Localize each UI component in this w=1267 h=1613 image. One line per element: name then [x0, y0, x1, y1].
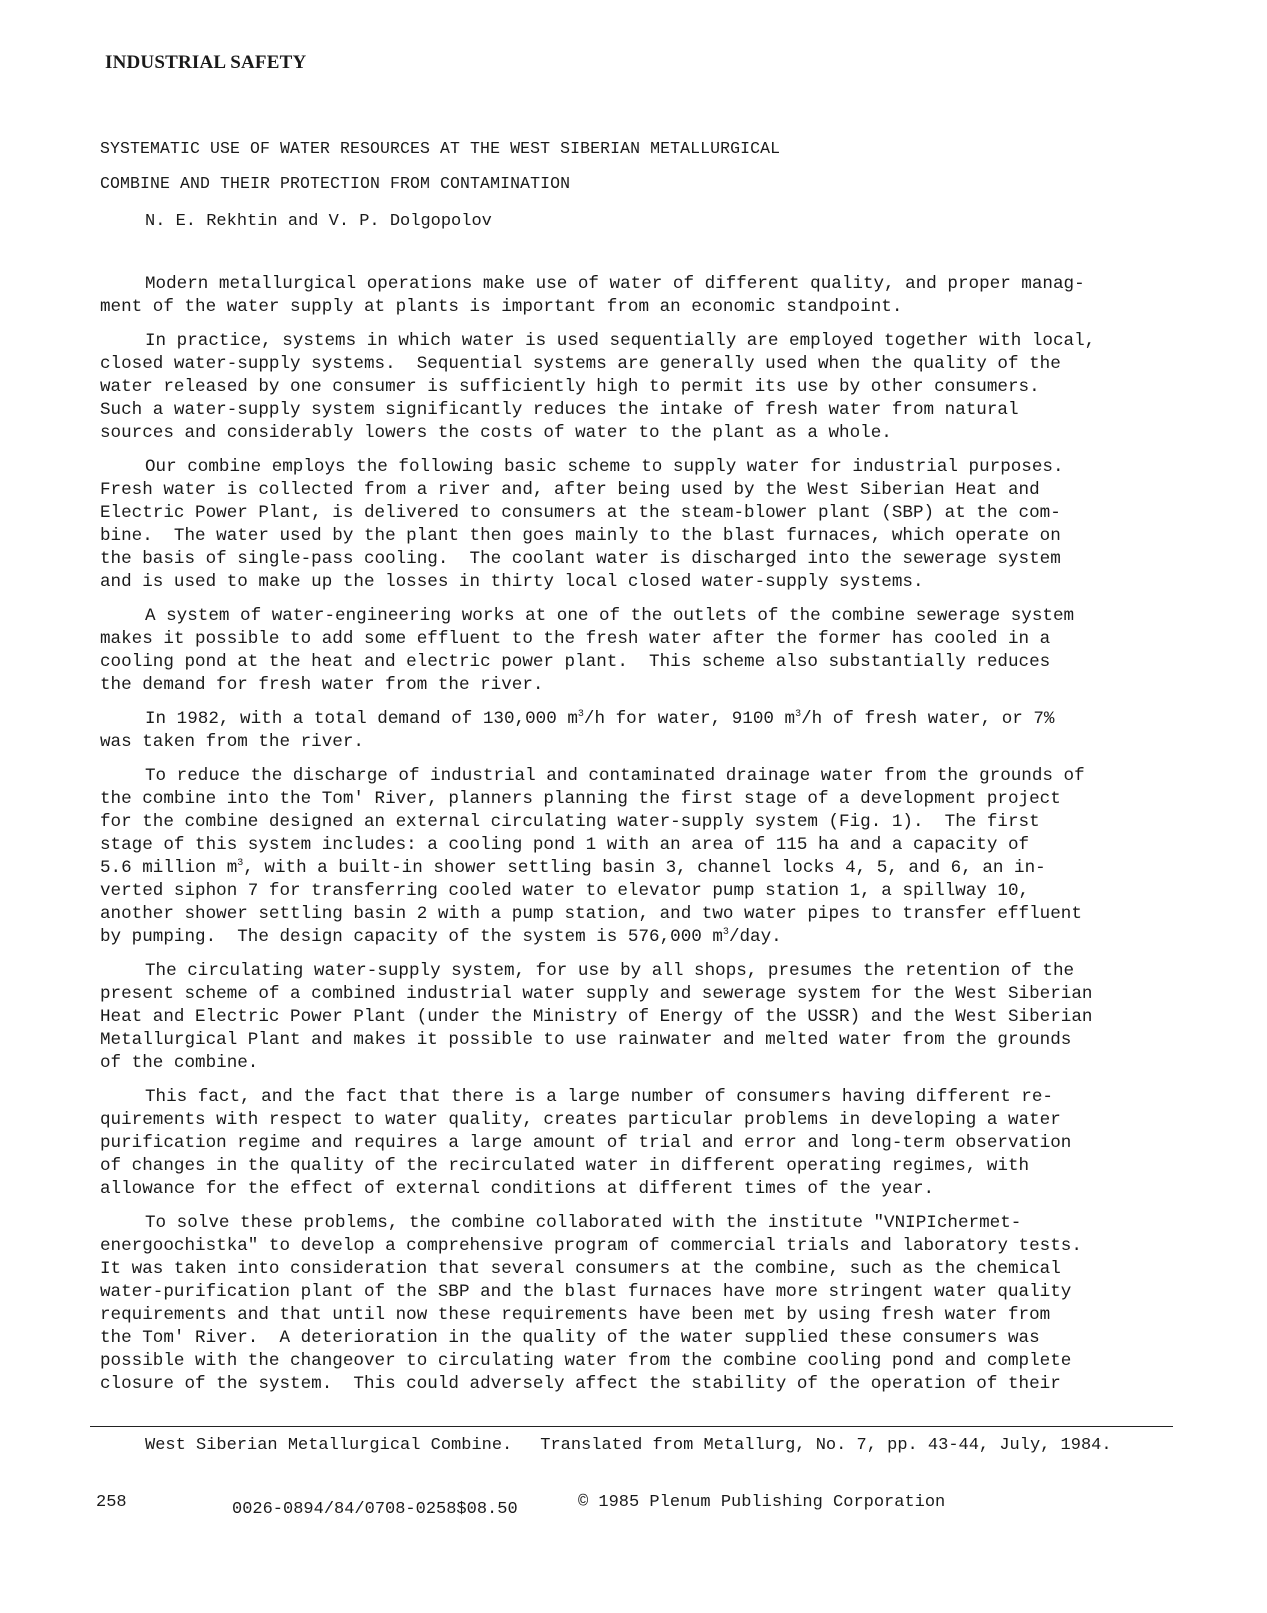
superscript: 3	[577, 709, 584, 720]
paragraph	[100, 1086, 1180, 1201]
text-line: In practice, systems in which water is used sequentially are employed together with local,	[145, 331, 1096, 351]
text-line: Heat and Electric Power Plant (under the Ministry of Energy of the USSR) and the West Siberian	[100, 1007, 1093, 1027]
text-line: To reduce the discharge of industrial and contaminated drainage water from the grounds of	[145, 766, 1085, 786]
text-line: Modern metallurgical operations make use of water of different quality, and proper manag-	[145, 274, 1085, 294]
text-line: of changes in the quality of the recirculated water in different operating regimes, with	[100, 1156, 1030, 1176]
text-line: purification regime and requires a large amount of trial and error and long-term observation	[100, 1133, 1072, 1153]
article-title	[100, 131, 780, 201]
text-line: verted siphon 7 for transferring cooled water to elevator pump station 1, a spillway 10,	[100, 881, 1030, 901]
text-line: another shower settling basin 2 with a pump station, and two water pipes to transfer effluent	[100, 904, 1082, 924]
text-line: water released by one consumer is sufficiently high to permit its use by other consumers.	[100, 377, 1040, 397]
superscript: 3	[795, 709, 802, 720]
paragraph	[100, 273, 1180, 319]
text-span: by pumping. The design capacity of the system is 576,000 m	[100, 927, 723, 947]
paragraph	[100, 456, 1180, 594]
text-line: It was taken into consideration that several consumers at the combine, such as the chemical	[100, 1259, 1061, 1279]
section-header: INDUSTRIAL SAFETY	[105, 52, 307, 73]
text-line: water-purification plant of the SBP and the blast furnaces have more stringent water quality	[100, 1282, 1072, 1302]
text-line: makes it possible to add some effluent to the fresh water after the former has cooled in a	[100, 629, 1051, 649]
text-line	[100, 708, 1180, 731]
authors: N. E. Rekhtin and V. P. Dolgopolov	[145, 212, 492, 231]
article-body	[100, 273, 1180, 1407]
text-line: energoochistka" to develop a comprehensive program of commercial trials and laboratory tests.	[100, 1236, 1082, 1256]
text-line: the demand for fresh water from the river.	[100, 675, 544, 695]
text-line: The circulating water-supply system, for use by all shops, presumes the retention of the	[145, 961, 1075, 981]
text-line: the combine into the Tom' River, planners planning the first stage of a development project	[100, 789, 1061, 809]
paragraph	[100, 605, 1180, 697]
text-line: present scheme of a combined industrial water supply and sewerage system for the West Siberian	[100, 984, 1093, 1004]
text-line: quirements with respect to water quality, creates particular problems in developing a water	[100, 1110, 1061, 1130]
text-line: To solve these problems, the combine collaborated with the institute "VNIPIchermet-	[145, 1213, 1022, 1233]
text-line: for the combine designed an external circulating water-supply system (Fig. 1). The first	[100, 812, 1040, 832]
footnote-divider	[90, 1426, 1173, 1427]
text-line	[100, 857, 1180, 880]
text-span: In 1982, with a total demand of 130,000 m	[145, 709, 578, 729]
paragraph	[100, 330, 1180, 445]
text-line: A system of water-engineering works at one of the outlets of the combine sewerage system	[145, 606, 1075, 626]
text-line: the basis of single-pass cooling. The coolant water is discharged into the sewerage system	[100, 549, 1061, 569]
text-line: sources and considerably lowers the costs of water to the plant as a whole.	[100, 423, 892, 443]
publication-code: 0026-0894/84/0708-0258$08.50	[232, 1500, 518, 1519]
text-line: requirements and that until now these requirements have been met by using fresh water from	[100, 1305, 1051, 1325]
text-line	[100, 926, 1180, 949]
text-span: /h of fresh water, or 7%	[801, 709, 1055, 729]
text-line: allowance for the effect of external conditions at different times of the year.	[100, 1179, 935, 1199]
footnote-affiliation: West Siberian Metallurgical Combine.	[145, 1436, 513, 1455]
superscript: 3	[237, 858, 244, 869]
title-line: SYSTEMATIC USE OF WATER RESOURCES AT THE WEST SIBERIAN METALLURGICAL	[100, 139, 781, 158]
copyright-notice: © 1985 Plenum Publishing Corporation	[578, 1493, 946, 1512]
superscript: 3	[722, 927, 729, 938]
text-line: closed water-supply systems. Sequential systems are generally used when the quality of the	[100, 354, 1061, 374]
text-line: the Tom' River. A deterioration in the quality of the water supplied these consumers was	[100, 1328, 1040, 1348]
text-line: and is used to make up the losses in thirty local closed water-supply systems.	[100, 572, 924, 592]
text-line: Our combine employs the following basic scheme to supply water for industrial purposes.	[145, 457, 1064, 477]
text-line: Metallurgical Plant and makes it possible to use rainwater and melted water from the grounds	[100, 1030, 1072, 1050]
text-line: cooling pond at the heat and electric power plant. This scheme also substantially reduces	[100, 652, 1051, 672]
title-line: COMBINE AND THEIR PROTECTION FROM CONTAMINATION	[100, 174, 571, 193]
paragraph	[100, 1212, 1180, 1396]
text-line: bine. The water used by the plant then goes mainly to the blast furnaces, which operate on	[100, 526, 1061, 546]
text-line: This fact, and the fact that there is a large number of consumers having different re-	[145, 1087, 1053, 1107]
text-line: Such a water-supply system significantly reduces the intake of fresh water from natural	[100, 400, 1019, 420]
text-span: /day.	[728, 927, 782, 947]
footnote-translation: Translated from Metallurg, No. 7, pp. 43-44, July, 1984.	[540, 1436, 1112, 1455]
paragraph	[100, 960, 1180, 1075]
page-number: 258	[96, 1493, 127, 1512]
footnote	[145, 1436, 1112, 1455]
text-line: was taken from the river.	[100, 732, 364, 752]
text-span: , with a built-in shower settling basin 3, channel locks 4, 5, and 6, an in-	[243, 858, 1046, 878]
text-line: possible with the changeover to circulating water from the combine cooling pond and complete	[100, 1351, 1072, 1371]
paragraph	[100, 708, 1180, 754]
text-line: closure of the system. This could adversely affect the stability of the operation of their	[100, 1374, 1061, 1394]
text-line: stage of this system includes: a cooling pond 1 with an area of 115 ha and a capacity of	[100, 835, 1030, 855]
text-span: 5.6 million m	[100, 858, 238, 878]
text-line: Electric Power Plant, is delivered to consumers at the steam-blower plant (SBP) at the com-	[100, 503, 1061, 523]
paragraph	[100, 765, 1180, 949]
text-span: /h for water, 9100 m	[583, 709, 796, 729]
text-line: ment of the water supply at plants is important from an economic standpoint.	[100, 297, 903, 317]
text-line: Fresh water is collected from a river and, after being used by the West Siberian Heat and	[100, 480, 1040, 500]
text-line: of the combine.	[100, 1053, 259, 1073]
